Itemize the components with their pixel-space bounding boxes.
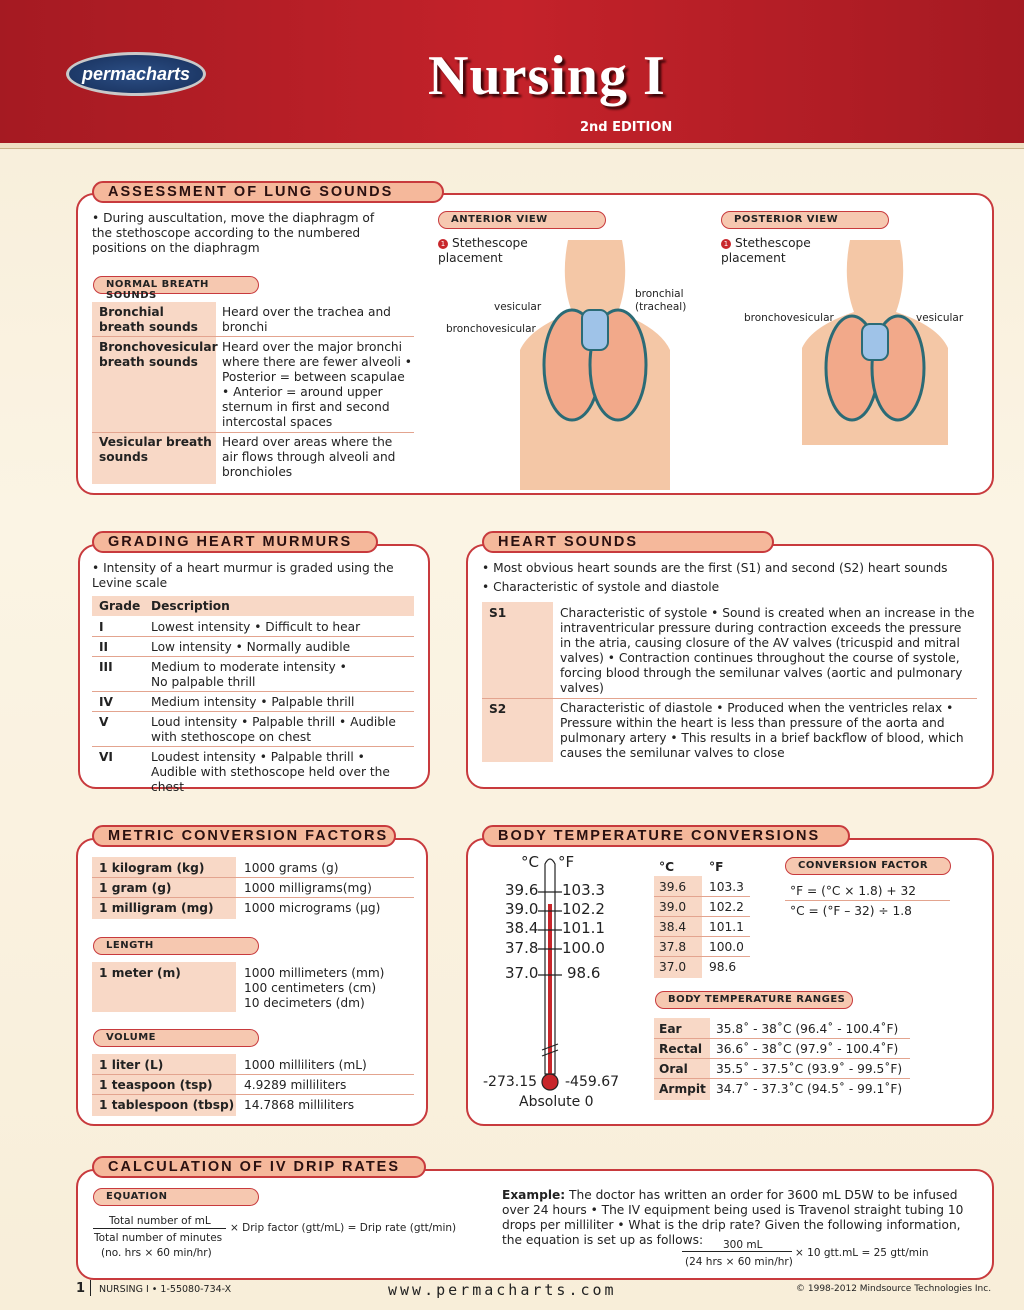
murmur-grade: III (99, 660, 113, 674)
rule (654, 936, 750, 937)
placement-dot-icon: 1 (438, 239, 448, 249)
equation-denominator-detail: (no. hrs × 60 min/hr) (101, 1247, 212, 1259)
thermo-c-value: 38.4 (505, 919, 539, 937)
murmur-desc: Loud intensity • Palpable thrill • Audible with stethoscope on chest (151, 715, 396, 744)
rule (92, 1074, 414, 1075)
rule (654, 1058, 910, 1059)
thermo-c-value: 39.0 (505, 900, 539, 918)
normal-breath-sounds-tab: NORMAL BREATH SOUNDS (93, 276, 259, 294)
equation-rhs: × Drip factor (gtt/mL) = Drip rate (gtt/min) (230, 1222, 457, 1234)
lung-row-name: Vesicular breath sounds (99, 435, 212, 464)
length-unit: 1 meter (m) (99, 966, 181, 980)
thermo-f-value: 102.2 (562, 900, 605, 918)
table-c: 37.8 (659, 940, 687, 954)
example-rhs: × 10 gtt.mL = 25 gtt/min (795, 1247, 929, 1259)
temperature-tab: BODY TEMPERATURE CONVERSIONS (482, 825, 850, 847)
absolute-zero-label: Absolute 0 (519, 1094, 594, 1110)
placement-label: Stethescope placement (438, 236, 528, 265)
posterior-view-tab: POSTERIOR VIEW (721, 211, 889, 229)
page-title: Nursing I (428, 45, 666, 107)
table-f: 101.1 (709, 920, 744, 934)
table-f-header: °F (709, 860, 724, 874)
mass-unit: 1 kilogram (kg) (99, 861, 205, 875)
volume-value: 4.9289 milliliters (244, 1078, 347, 1092)
footer-divider (90, 1280, 91, 1296)
heart-label-column (482, 602, 553, 762)
rule (92, 746, 414, 747)
table-c-header: °C (659, 860, 675, 874)
placement-label: Stethescope placement (721, 236, 811, 265)
grade-header: Grade (99, 599, 141, 613)
s1-description: Characteristic of systole • Sound is created when an increase in the intraventricular pressure during contraction exceeds the pressure in the atria, causing closure of the AV valves (tricuspid and mitral valves) • Contraction continues throughout the course of systole, forcing blood through the semilunar valves (aortic and pulmonary valves) (560, 606, 975, 695)
table-c: 38.4 (659, 920, 687, 934)
thermo-f-value: 103.3 (562, 881, 605, 899)
thermometer-icon (538, 854, 562, 1094)
thermo-c-value: 37.8 (505, 939, 539, 957)
range-site: Oral (659, 1062, 688, 1076)
volume-unit: 1 liter (L) (99, 1058, 164, 1072)
lung-sounds-tab: ASSESSMENT OF LUNG SOUNDS (92, 181, 444, 203)
murmur-desc: Medium to moderate intensity • No palpable thrill (151, 660, 347, 689)
rule (654, 916, 750, 917)
rule (92, 636, 414, 637)
lung-row-name: Bronchial breath sounds (99, 305, 198, 334)
fraction-bar (93, 1228, 226, 1229)
mass-value: 1000 grams (g) (244, 861, 339, 875)
page-number: 1 (76, 1281, 86, 1296)
iv-drip-tab: CALCULATION OF IV DRIP RATES (92, 1156, 426, 1178)
volume-unit: 1 teaspoon (tsp) (99, 1078, 213, 1092)
mass-value: 1000 milligrams(mg) (244, 881, 372, 895)
example-text: The doctor has written an order for 3600 mL D5W to be infused over 24 hours • The IV equipment being used is Travenol straight tubing 10 drops per milliliter • What is the drip rate? Given the following information, the equation is set up as follows: (502, 1188, 964, 1247)
s2-description: Characteristic of diastole • Produced when the ventricles relax • Pressure within the heart is less than pressure of the aorta and pulmonary artery • This results in a brief backflow of blood, which causes the semilunar valves to close (560, 701, 964, 760)
table-c: 39.0 (659, 900, 687, 914)
anterior-vesicular-label: vesicular (494, 301, 542, 313)
thermo-f-value: 101.1 (562, 919, 605, 937)
volume-value: 1000 milliliters (mL) (244, 1058, 367, 1072)
murmur-desc: Loudest intensity • Palpable thrill • Audible with stethoscope held over the chest (151, 750, 390, 794)
heart-bullet-1: • Most obvious heart sounds are the first (S1) and second (S2) heart sounds (482, 561, 948, 575)
header-strip (0, 143, 1024, 149)
fraction-bar (682, 1251, 792, 1252)
anterior-view-tab: ANTERIOR VIEW (438, 211, 606, 229)
s1-label: S1 (489, 606, 507, 620)
example-denominator: (24 hrs × 60 min/hr) (685, 1256, 793, 1268)
absolute-zero-c: -273.15 (483, 1074, 538, 1090)
table-f: 98.6 (709, 960, 737, 974)
thermo-c-value: 39.6 (505, 881, 539, 899)
footer-url: www.permacharts.com (388, 1281, 617, 1299)
range-value: 34.7˚ - 37.3˚C (94.5˚ - 99.1˚F) (716, 1082, 903, 1096)
range-site: Rectal (659, 1042, 703, 1056)
table-c: 37.0 (659, 960, 687, 974)
rule (482, 698, 977, 699)
rule (92, 1094, 414, 1095)
rule (92, 711, 414, 712)
volume-tab: VOLUME (93, 1029, 259, 1047)
conversion-factor-tab: CONVERSION FACTOR (785, 857, 951, 875)
equation-tab: EQUATION (93, 1188, 259, 1206)
edition-label: 2nd EDITION (580, 120, 673, 135)
table-c: 39.6 (659, 880, 687, 894)
rule (654, 896, 750, 897)
murmur-grade: IV (99, 695, 113, 709)
length-value: 1000 millimeters (mm) (244, 966, 385, 980)
rule (92, 336, 414, 337)
murmur-grade: V (99, 715, 109, 729)
thermo-c-unit: °C (521, 853, 539, 871)
conversion-factor-f: °F = (°C × 1.8) + 32 (790, 884, 916, 898)
heart-sounds-tab: HEART SOUNDS (482, 531, 774, 553)
rule (92, 877, 414, 878)
rule (92, 691, 414, 692)
mass-unit: 1 milligram (mg) (99, 901, 214, 915)
rule (92, 656, 414, 657)
anterior-bronchovesicular-label: bronchovesicular (446, 323, 536, 335)
length-value: 10 decimeters (dm) (244, 996, 365, 1010)
murmur-desc: Medium intensity • Palpable thrill (151, 695, 355, 709)
anterior-torso-illustration (520, 240, 670, 490)
rule (654, 1038, 910, 1039)
table-f: 103.3 (709, 880, 744, 894)
murmur-grade: II (99, 640, 109, 654)
anterior-bronchial-label: bronchial (tracheal) (635, 288, 687, 313)
rule (92, 432, 414, 433)
range-value: 36.6˚ - 38˚C (97.9˚ - 100.4˚F) (716, 1042, 899, 1056)
volume-value: 14.7868 milliliters (244, 1098, 355, 1112)
absolute-zero-f: -459.67 (565, 1074, 620, 1090)
thermo-f-value: 100.0 (562, 939, 605, 957)
length-tab: LENGTH (93, 937, 259, 955)
lung-row-desc: Heard over the major bronchi where there are fewer alveoli • Posterior = between scapulae • Anterior = around upper sternum in first and second intercostal spaces (222, 340, 413, 429)
example-numerator: 300 mL (723, 1239, 763, 1251)
permacharts-logo: permacharts (66, 52, 206, 96)
posterior-torso-illustration (800, 240, 950, 445)
range-site: Ear (659, 1022, 682, 1036)
footer-code: NURSING I • 1-55080-734-X (99, 1284, 232, 1295)
murmurs-header-row (92, 596, 414, 616)
posterior-vesicular-label: vesicular (916, 312, 964, 324)
s2-label: S2 (489, 702, 507, 716)
murmur-desc: Low intensity • Normally audible (151, 640, 351, 654)
description-header: Description (151, 599, 230, 613)
murmur-grade: VI (99, 750, 113, 764)
heart-bullet-2: • Characteristic of systole and diastole (482, 580, 720, 594)
placement-dot-icon: 1 (721, 239, 731, 249)
metric-conversion-tab: METRIC CONVERSION FACTORS (92, 825, 396, 847)
thermo-f-unit: °F (558, 853, 575, 871)
lung-row-name: Bronchovesicular breath sounds (99, 340, 218, 369)
lung-row-desc: Heard over the trachea and bronchi (222, 305, 391, 334)
lung-row-desc: Heard over areas where the air flows through alveoli and bronchioles (222, 435, 396, 479)
rule (92, 897, 414, 898)
range-value: 35.8˚ - 38˚C (96.4˚ - 100.4˚F) (716, 1022, 899, 1036)
length-value: 100 centimeters (cm) (244, 981, 377, 995)
murmurs-bullet: • Intensity of a heart murmur is graded using the Levine scale (92, 561, 394, 590)
conversion-factor-c: °C = (°F – 32) ÷ 1.8 (790, 904, 912, 918)
rule (654, 1078, 910, 1079)
equation-denominator: Total number of minutes (94, 1232, 223, 1244)
volume-unit: 1 tablespoon (tbsp) (99, 1098, 235, 1112)
mass-unit: 1 gram (g) (99, 881, 172, 895)
heart-murmurs-tab: GRADING HEART MURMURS (92, 531, 378, 553)
thermo-f-value: 98.6 (567, 964, 601, 982)
posterior-bronchovesicular-label: bronchovesicular (744, 312, 834, 324)
rule (785, 900, 950, 901)
mass-value: 1000 micrograms (µg) (244, 901, 381, 915)
table-f: 102.2 (709, 900, 744, 914)
table-f: 100.0 (709, 940, 744, 954)
rule (654, 956, 750, 957)
footer-copyright: © 1998-2012 Mindsource Technologies Inc. (796, 1284, 992, 1294)
lung-bullet: • During auscultation, move the diaphragm of the stethoscope according to the numbered positions on the diaphragm (92, 211, 375, 255)
range-value: 35.5˚ - 37.5˚C (93.9˚ - 99.5˚F) (716, 1062, 903, 1076)
murmur-grade: I (99, 620, 104, 634)
range-site: Armpit (659, 1082, 706, 1096)
murmur-desc: Lowest intensity • Difficult to hear (151, 620, 361, 634)
temperature-ranges-tab: BODY TEMPERATURE RANGES (655, 991, 853, 1009)
thermo-c-value: 37.0 (505, 964, 539, 982)
example-label: Example: (502, 1188, 566, 1202)
equation-numerator: Total number of mL (109, 1215, 211, 1227)
